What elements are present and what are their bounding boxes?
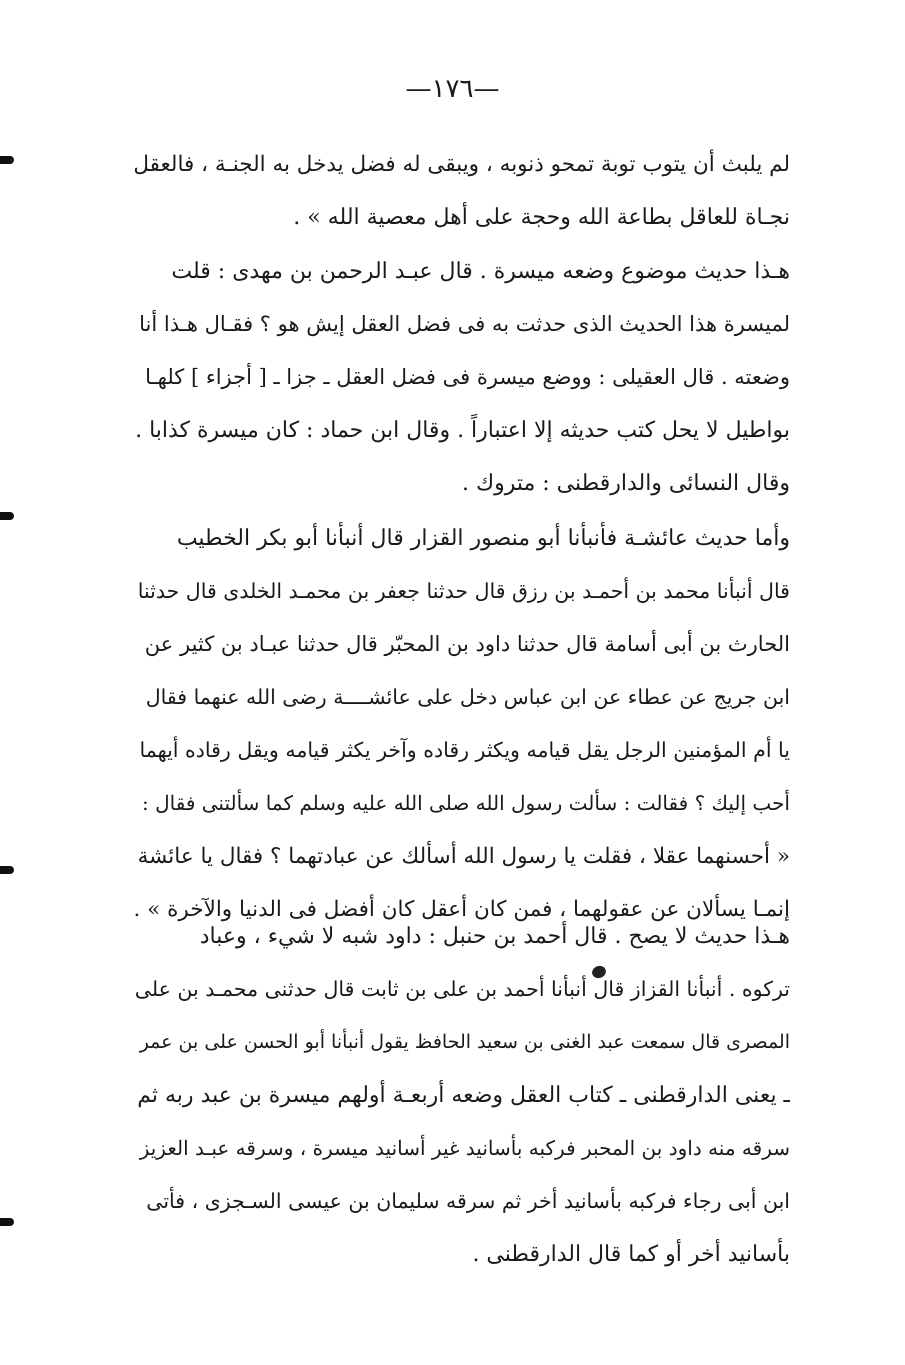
text-line: ـ يعنى الدارقطنى ـ كتاب العقل وضعه أربعـة أولهم ميسرة بن عبد ربه ثم: [137, 1083, 790, 1108]
text-line: تركوه . أنبأنا القزاز قال أنبأنا أحمد بن على بن ثابت قال حدثنى محمـد بن على: [134, 977, 790, 1001]
text-line: قال أنبأنا محمد بن أحمـد بن رزق قال حدثنا جعفر بن محمـد الخلدى قال حدثنا: [137, 579, 790, 603]
text-line: وقال النسائى والدارقطنى : متروك .: [461, 471, 790, 496]
paragraph-1: [132, 138, 790, 244]
text-line: هـذا حديث موضوع وضعه ميسرة . قال عبـد الرحمن بن مهدى : قلت: [171, 259, 790, 284]
text-line: بواطيل لا يحل كتب حديثه إلا اعتباراً . وقال ابن حماد : كان ميسرة كذابا .: [135, 418, 790, 443]
text-line: المصرى قال سمعت عبد الغنى بن سعيد الحافظ يقول أنبأنا أبو الحسن على بن عمر: [139, 1031, 790, 1053]
scan-edge-mark: [0, 1218, 14, 1226]
scan-edge-mark: [0, 866, 14, 874]
text-line: « أحسنهما عقلا ، فقلت يا رسول الله أسألك عن عبادتهما ؟ فقال يا عائشة: [137, 844, 790, 869]
paragraph-2: [132, 245, 790, 510]
text-line: لم يلبث أن يتوب توبة تمحو ذنوبه ، ويبقى له فضل يدخل به الجنـة ، فالعقل: [133, 152, 790, 177]
text-line: يا أم المؤمنين الرجل يقل قيامه ويكثر رقاده وآخر يكثر قيامه ويقل رقاده أيهما: [139, 738, 790, 762]
paragraph-4: [132, 910, 790, 1281]
paragraph-3: [132, 512, 790, 936]
text-line: إنمـا يسألان عن عقولهما ، فمن كان أعقل كان أفضل فى الدنيا والآخرة » .: [133, 897, 790, 922]
scan-edge-mark: [0, 512, 14, 520]
text-line: هـذا حديث لا يصح . قال أحمد بن حنبل : داود شبه لا شيء ، وعباد: [199, 924, 790, 949]
text-line: ابن جريج عن عطاء عن ابن عباس دخل على عائشــــة رضى الله عنهما فقال: [145, 685, 790, 709]
text-line: وأما حديث عائشـة فأنبأنا أبو منصور القزار قال أنبأنا أبو بكر الخطيب: [176, 526, 790, 551]
text-line: وضعته . قال العقيلى : ووضع ميسرة فى فضل العقل ـ جزا ـ [ أجزاء ] كلهـا: [145, 365, 790, 389]
text-line: سرقه منه داود بن المحبر فركبه بأسانيد غير أسانيد ميسرة ، وسرقه عبـد العزيز: [139, 1136, 790, 1160]
text-line: الحارث بن أبى أسامة قال حدثنا داود بن المحبّر قال حدثنا عبـاد بن كثير عن: [144, 632, 790, 656]
page-number: —١٧٦—: [405, 74, 500, 104]
text-line: أحب إليك ؟ فقالت : سألت رسول الله صلى الله عليه وسلم كما سألتنى فقال :: [141, 791, 790, 815]
scan-edge-mark: [0, 156, 14, 164]
text-line: لميسرة هذا الحديث الذى حدثت به فى فضل العقل إيش هو ؟ فقـال هـذا أنا: [139, 312, 790, 336]
text-line: نجـاة للعاقل بطاعة الله وحجة على أهل معصية الله » .: [293, 205, 790, 230]
text-line: بأسانيد أخر أو كما قال الدارقطنى .: [472, 1242, 790, 1267]
text-line: ابن أبى رجاء فركبه بأسانيد أخر ثم سرقه سليمان بن عيسى السـجزى ، فأتى: [146, 1189, 790, 1213]
